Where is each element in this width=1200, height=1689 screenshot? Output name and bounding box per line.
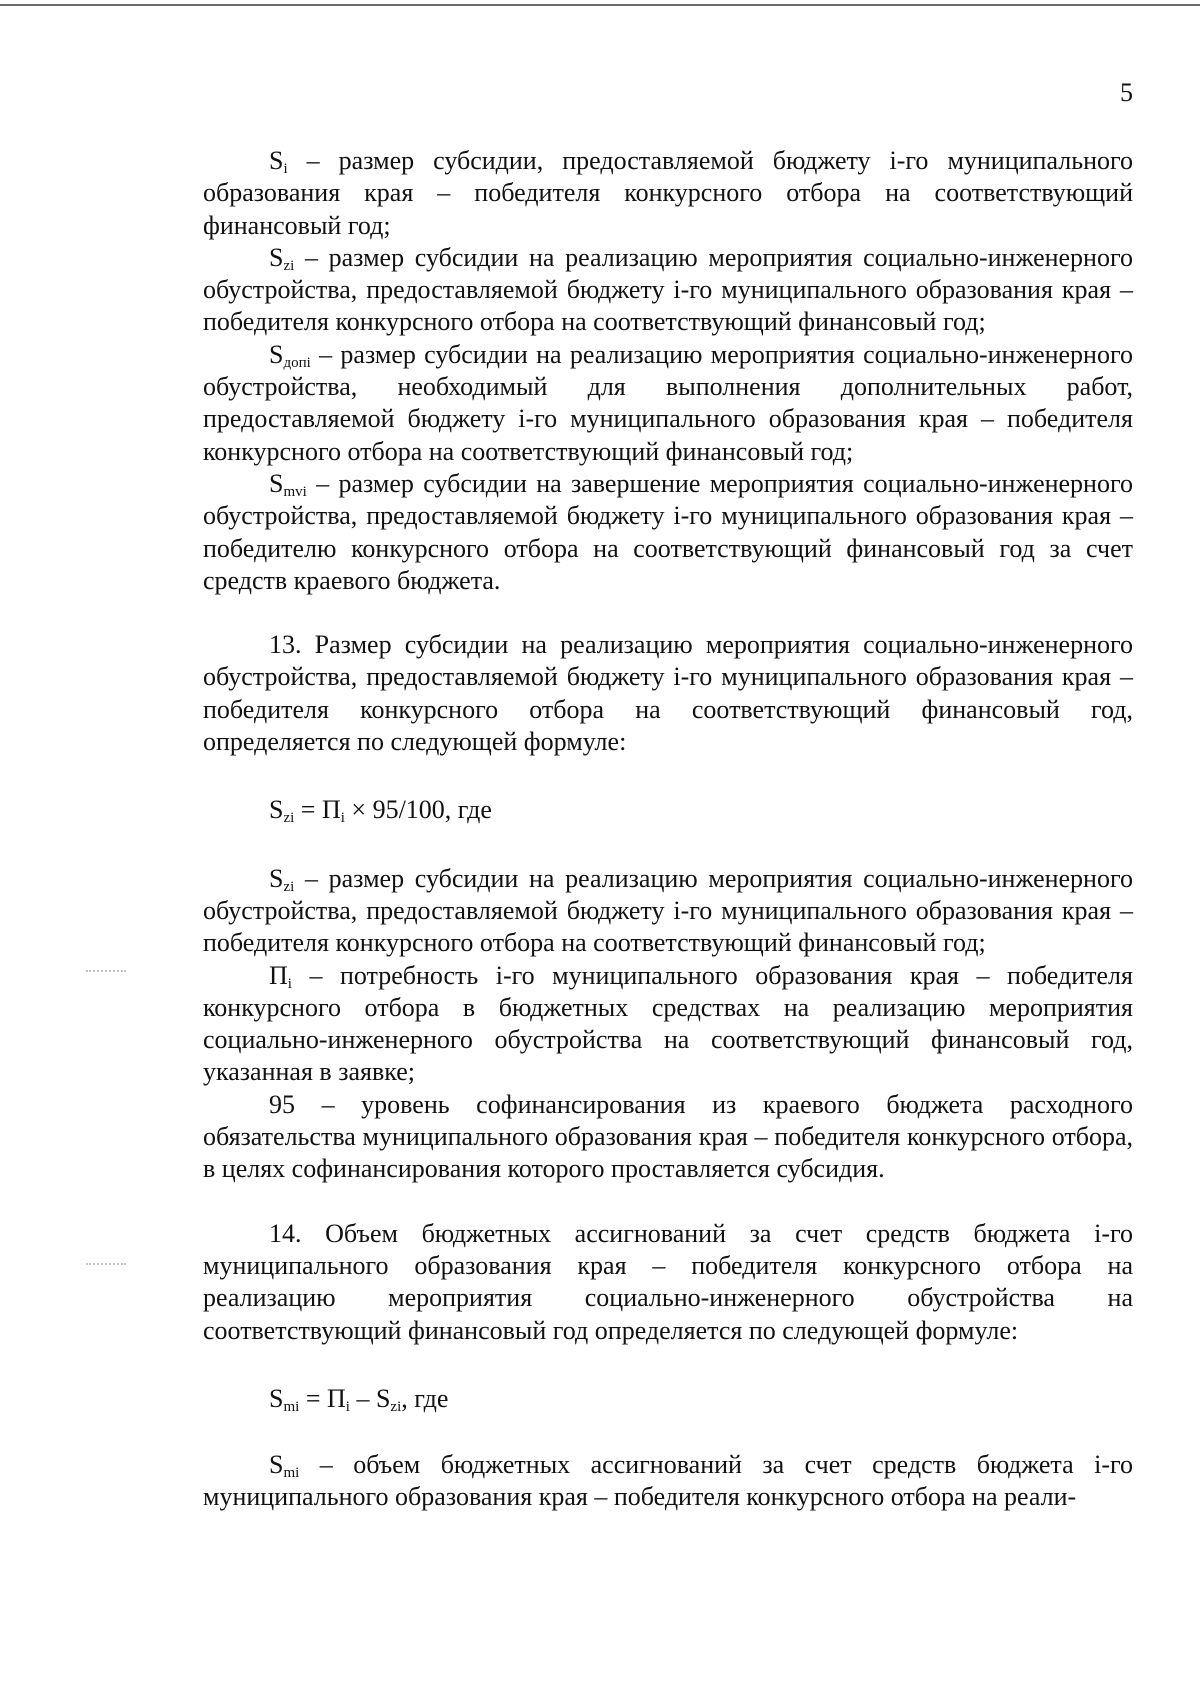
symbol-subscript: zi [283, 257, 295, 274]
definition-text: – размер субсидии на завершение мероприятия социально-инженерного обустройства, предоставляемой бюджету i-го муниципального образования края – победителю конкурсного отбора на соответствующий финансовый год за счет средств краевого бюджета. [203, 468, 1133, 595]
symbol: S [269, 339, 284, 369]
scan-speck [86, 1263, 126, 1267]
symbol-subscript: zi [283, 878, 295, 895]
definition-paragraph [203, 1089, 1133, 1186]
page-number: 5 [1120, 78, 1133, 107]
definition-text: – объем бюджетных ассигнований за счет средств бюджета i-го муниципального образования края – победителя конкурсного отбора на реали- [203, 1450, 1133, 1512]
symbol: S [269, 1450, 284, 1480]
definition-paragraph [203, 1449, 1133, 1514]
definition-text: – размер субсидии на реализацию мероприятия социально-инженерного обустройства, необходимый для выполнения дополнительных работ, предоставляемой бюджету i-го муниципального образования края – победителя конкурсного отбора на соответствующий финансовый год; [203, 339, 1133, 466]
definition-text: – уровень софинансирования из краевого бюджета расходного обязательства муниципального образования края – победителя конкурсного отбора, в целях софинансирования которого проставляется субсидия. [203, 1089, 1133, 1184]
symbol-subscript: i [287, 975, 292, 992]
definition-paragraph [203, 863, 1133, 960]
section-14-paragraph: 14. Объем бюджетных ассигнований за счет средств бюджета i-го муниципального образования края – победителя конкурсного отбора на реализацию мероприятия социально-инженерного обустройства на соответствующий финансовый год определяется по следующей формуле: [203, 1218, 1133, 1345]
definition-paragraph [203, 145, 1133, 242]
definition-paragraph [203, 242, 1133, 339]
formula-smi: $S_{mi} = П_i - S_{zi}$, где [269, 1383, 449, 1415]
symbol: S [269, 146, 284, 175]
section-13-paragraph: 13. Размер субсидии на реализацию мероприятия социально-инженерного обустройства, предоставляемой бюджету i-го муниципального образования края – победителя конкурсного отбора на соответствующий финансовый год, определяется по следующей формуле: [203, 630, 1133, 757]
symbol: S [269, 863, 284, 893]
symbol: П [269, 960, 288, 990]
definition-text: – размер субсидии, предоставляемой бюджету i-го муниципального образования края – победителя конкурсного отбора на соответствующий финансовый год; [203, 146, 1133, 240]
symbol-subscript: i [283, 161, 288, 177]
definition-paragraph [203, 339, 1133, 468]
symbol: S [269, 242, 284, 272]
definition-text: – размер субсидии на реализацию мероприятия социально-инженерного обустройства, предоставляемой бюджету i-го муниципального образования края – победителя конкурсного отбора на соответствующий финансовый год; [203, 242, 1133, 337]
scan-speck [86, 970, 126, 974]
scan-top-border [0, 4, 1200, 6]
symbol-subscript: mi [283, 1465, 300, 1482]
definition-paragraph [203, 960, 1133, 1089]
definition-paragraph [203, 468, 1133, 597]
symbol-subscript: допi [283, 354, 311, 371]
formula-szi: $S_{zi} = П_i \times 95/100$, где [269, 795, 492, 827]
document-body [203, 145, 1133, 1514]
definition-text: – размер субсидии на реализацию мероприятия социально-инженерного обустройства, предоставляемой бюджету i-го муниципального образования края – победителя конкурсного отбора на соответствующий финансовый год; [203, 863, 1133, 958]
symbol: 95 [269, 1089, 295, 1119]
symbol-subscript: mvi [283, 483, 307, 500]
definition-text: – потребность i-го муниципального образования края – победителя конкурсного отбора в бюджетных средствах на реализацию мероприятия социально-инженерного обустройства на соответствующий финансовый год, указанная в заявке; [203, 960, 1133, 1087]
symbol: S [269, 468, 284, 498]
